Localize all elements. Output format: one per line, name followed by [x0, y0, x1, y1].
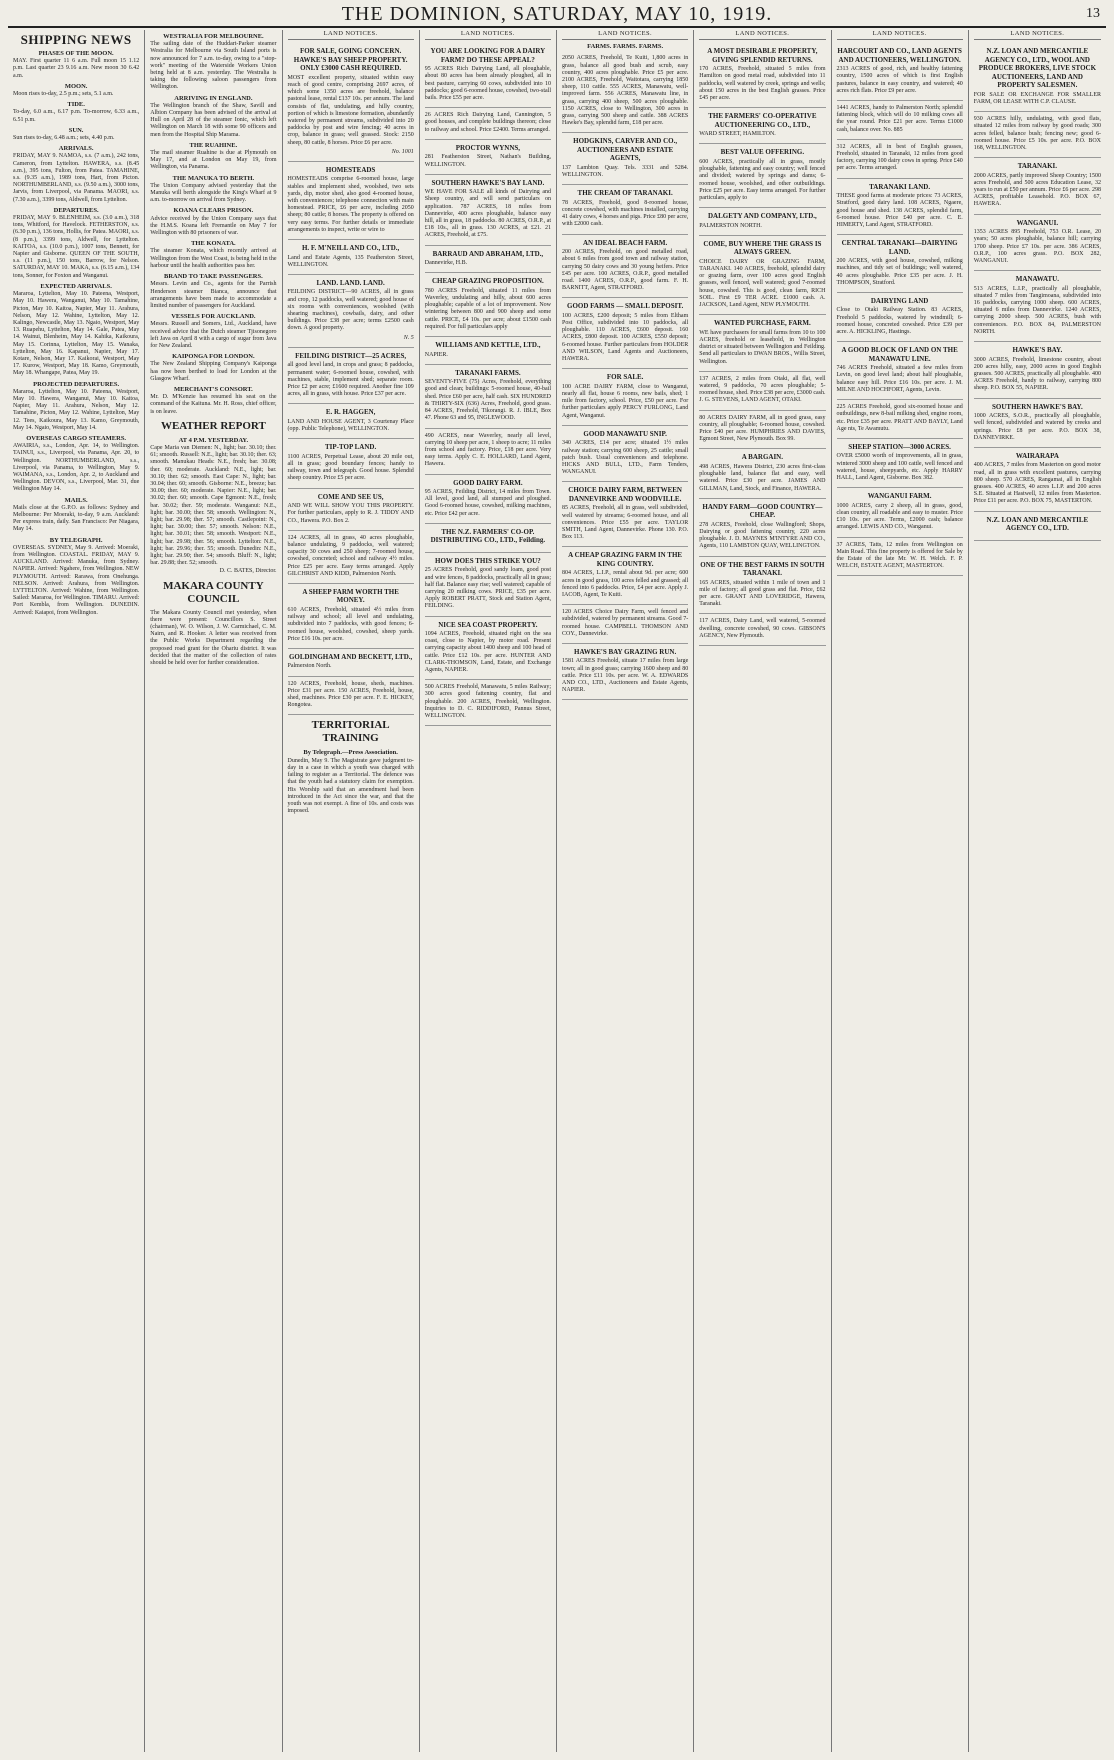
advertisement [837, 538, 963, 577]
advertisement [562, 426, 688, 483]
brand-text: Messrs. Levin and Co., agents for the Parrish Henderson steamer Bianca, announce that arrangements have been made to accommodate a limited number of passengers for Auckland. [150, 281, 277, 309]
advertisement [288, 439, 414, 488]
advertisement-body: 137 ACRES, 2 miles from Otaki, all flat, well watered, 9 paddocks, 70 acres ploughable; 5-roomed house, shed. Price £38 per acre, £3000 cash. J. G. STEVENS, LAND AGENT, OTAKI. [699, 375, 826, 404]
advertisement-body: THESE good farms at moderate prices: 73 ACRES, Stratford, good dairy land. 108 ACRES, Ngaere, good house and shed. 138 ACRES, splendid farm, 6-roomed house. Price £40 per acre. C. E. HIMERTY, Land Agent, STRATFORD. [836, 193, 963, 228]
ads-list [425, 43, 551, 726]
advertisement-body: 2050 ACRES, Freehold, Te Kuiti, 1,800 acres in grass, balance all good bush and scrub, easy country, 400 acres ploughable. Price £5 per acre. 2100 ACRES, Freehold, Waitotara, carrying 1850 sheep, 110 cattle. 555 ACRES, Manawatu, well-improved farm. 556 ACRES, Manawatu line, in grass, carrying 400 sheep, 500 acres ploughable. 1150 ACRES, close to Wellington, 300 acres in grass, carrying 500 sheep and cattle. 388 ACRES Hawke's Bay, splendid farm, £18 per acre. [562, 55, 689, 127]
manuka-text: The Union Company advised yesterday that the Manuka will berth alongside the King's Wharf at 9 a.m. to-morrow on arrival from Sydney. [150, 182, 277, 204]
advertisement-heading: CHEAP GRAZING PROPOSITION. [431, 277, 544, 286]
advertisement [288, 348, 414, 405]
advertisement-heading: YOU ARE LOOKING FOR A DAIRY FARM? DO THESE APPEAL? [430, 47, 546, 64]
expected-heading: EXPECTED ARRIVALS. [40, 282, 112, 290]
advertisement-heading: WANGANUI FARM. [867, 492, 932, 501]
advertisement [699, 315, 825, 372]
advertisement-body: 120 ACRES, Freehold, house, sheds, machines. Price £31 per acre. 150 ACRES, Freehold, house, shed, machines. Price £30 per acre. F. E. HICKEY, Rongotea. [287, 680, 414, 709]
advertisement-body: WE HAVE FOR SALE all kinds of Dairying and Sheep country, and will send particulars on application. 787 ACRES, 18 miles from Dannevirke, 400 acres ploughable, balance easy hill, all in grass, 18 paddocks. 80 ACRES, O.R.P., at £18 10s., all in grass. 130 ACRES, at £21. 21 ACRES, Freehold, at £75. [424, 189, 551, 239]
advertisement [288, 584, 414, 649]
advertisement-body: 1581 ACRES Freehold, situate 17 miles from large town; all in good grass; carrying 1600 sheep and 80 cattle. Price £11 10s. per acre. W. A. EDWARDS AND CO., LTD., Auctioneers and Estate Agents, NAPIER. [562, 658, 689, 694]
advertisement-body: 1000 ACRES, S.O.R., practically all ploughable, well fenced, subdivided and watered by creeks and springs. Price £8 per acre. P.O. BOX 38, DANNEVIRKE. [973, 413, 1101, 441]
newspaper-columns [8, 30, 1106, 1752]
advertisement [562, 482, 688, 547]
advertisement [837, 235, 963, 293]
advertisement [288, 489, 414, 531]
advertisement-body: 3000 ACRES, Freehold, limestone country, about 200 acres hilly, easy, 2000 acres in good English grasses. 500 ACRES, practically all ploughable. 400 ACRES Freehold, handy to railway, carrying 800 sheep. P.O. BOX 55, NAPIER. [973, 356, 1101, 392]
expected-text: Mararoa, Lyttelton, May 10. Pateena, Westport, May 10. Hawera, Wanganui, May 10. Tamahine, Picton, May 10. Kaitoa, Napier, May 11. Arahura, Nelson, May 12. Wahine, Lyttelton, May 12. Kalingo, Newcastle, May 13. Ngaio, Westport, May 13. Ruapehu, Lyttelton, May 14. Gale, Patea, May 14. Wainui, Blenheim, May 14. Kahika, Kaikoura, May 15. Corinna, Lyttelton, May 15. Wanaka, Lyttelton, May 16. Kapanui, Napier, May 17. Kotare, Nelson, May 17. Kaikorai, Westport, May 17. Kurow, Westport, May 18. Kamo, Greymouth, May 18. Whangape, Patea, May 19. [13, 291, 140, 377]
advertisement-body: SEVENTY-FIVE (75) Acres, Freehold, everything good and clean; buildings: 5-roomed house, 40-bail shed. Price £60 per acre, half cash. SIX HUNDRED & THIRTY-SIX (636) Acres, Freehold, good grass. 84 ACRES, Freehold, Tikorangi. R. J. IBLE, Box 47. Phone 63 and 95, INGLEWOOD. [424, 379, 551, 422]
advertisement [974, 342, 1101, 399]
weather-text: Cape Maria van Diemen: N., light; bar. 30.10; ther. 61; smooth. Russell: N.E., light; bar. 30.10; ther. 63; smooth. Manukau Heads: N.E., fresh; bar. 30.08; ther. 60; moderate. Auckland: N.E., light; bar. 30.10; ther. 62; smooth. East Cape: N., light; bar. 30.04; ther. 60; smooth. Gisborne: N.E., breeze; bar. 30.00; ther. 60; moderate. Napier: N.E., light; bar. 30.02; ther. 60; smooth. Cape Egmont: N.E., fresh; bar. 30.02; ther. 59; moderate. Wanganui: N.E., light; bar. 30.00; ther. 58; smooth. Wellington: N., light; bar. 29.98; ther. 57; smooth. Castlepoint: N., light; bar. 30.00; ther. 57; smooth. Nelson: N.E., light; bar. 30.01; ther. 58; smooth. Westport: N.E., light; bar. 29.98; ther. 56; smooth. Lyttelton: N.E., light; bar. 29.96; ther. 55; smooth. Dunedin: N.E., light; bar. 29.90; ther. 54; smooth. Bluff: N., light; bar. 29.88; ther. 52; smooth. [150, 444, 277, 567]
advertisement [288, 162, 414, 240]
overseas-heading: OVERSEAS CARGO STEAMERS. [26, 434, 127, 442]
advertisement-heading: GOOD FARMS — SMALL DEPOSIT. [567, 302, 684, 311]
advertisement-heading: AN IDEAL BEACH FARM. [582, 238, 668, 247]
column-land-notices-5 [557, 30, 694, 1752]
column-land-notices-4 [420, 30, 557, 1752]
advertisement-heading: LAND. LAND. LAND. [316, 278, 385, 287]
column-header: LAND NOTICES. [837, 30, 963, 40]
advertisement-body: 165 ACRES, situated within 1 mile of town and 1 mile of factory; all good grass and flat. Price, £62 per acre. GRANT AND LOVERIDGE, Hawera, Taranaki. [699, 579, 826, 608]
advertisement-body: 340 ACRES, £14 per acre; situated 1½ miles railway station; carrying 600 sheep, 25 cattle; small patch bush. Usual conveniences and telephone. HICKS AND BULL, LTD., Farm Tenders, WANGANUI. [562, 440, 689, 476]
koana-text: Advice received by the Union Company says that the H.M.S. Koana left Fremantle on May 7 for Wellington with 80 prisoners of war. [150, 215, 277, 237]
weather-subheading: AT 4 P.M. YESTERDAY. [178, 436, 249, 444]
advertisement-body: Palmerston North. [287, 663, 332, 670]
ads-list [699, 43, 825, 646]
advertisement-heading: DALGETY AND COMPANY, LTD., [707, 212, 817, 221]
advertisement-body: AND WE WILL SHOW YOU THIS PROPERTY. For further particulars, apply to R. J. TIDDY AND CO., Hawera. P.O. Box 2. [287, 503, 414, 524]
advertisement-heading: A BARGAIN. [741, 453, 783, 462]
advertisement [425, 337, 551, 365]
advertisement-heading: GOOD DAIRY FARM. [453, 478, 523, 487]
makara-text: The Makara County Council met yesterday, when there were present: Councillors S. Street (chairman), W. O. Wilson, J. W. Carmichael, C. M. Nairn, and R. Hooker. A letter was received from the Public Works Department regarding the proposed road grant for the Ohariu district. It was decided that the matter of the collection of rates should be held over for further consideration. [150, 609, 277, 667]
advertisement-body: 610 ACRES, Freehold, situated 4½ miles from railway and school; all level and undulating, subdivided into 7 paddocks, with good fences; 6-roomed house, woolshed, cowshed, sheep yards. Price £16 10s. per acre. [287, 606, 414, 642]
advertisement-heading: FOR SALE. [606, 373, 644, 382]
advertisement [974, 158, 1101, 215]
tide-heading: TIDE. [67, 101, 85, 109]
advertisement [562, 235, 688, 299]
advertisement-body: 600 ACRES, practically all in grass, mostly ploughable, fattening and easy country; well fenced and divided; watered by springs and dams; 6-roomed house, woolshed, and other outbuildings. Price £25 per acre. Easy terms arranged. For further particulars, apply to [699, 158, 826, 201]
advertisement-body: PALMERSTON NORTH. [699, 222, 762, 229]
column-land-notices-6 [694, 30, 831, 1752]
advertisement-heading: H. F. M'NEILL AND CO., LTD., [301, 244, 400, 253]
column-shipping-items [145, 30, 282, 1752]
advertisement [425, 175, 551, 246]
consort-text: Mr. D. M'Kenzie has resumed his seat on the command of the Kaituna. Mr. H. Ross, chief officer, is on leave. [150, 394, 277, 415]
advertisement-body: 500 ACRES Freehold, Manawatu, 5 miles Railway; 300 acres good fattening country, flat and ploughable. 200 ACRES, Freehold, Wellington. Inquiries to D. C. RIDDIFORD, Pannus Street, WELLINGTON. [424, 684, 551, 720]
arriving-text: The Wellington branch of the Shaw, Savill and Albion Company has been advised of the arrival at Hull on April 28 of the steamer Ionic, which left Wellington on March 18 with some 90 officers and men from the Hospital Ship Marama. [150, 102, 277, 138]
advertisement-body: OVER £5000 worth of improvements, all in grass, wintered 3000 sheep and 100 cattle, well fenced and watered, house, sheepyards, etc. Apply HARRY HALL, Land Agent, Gisborne. Box 382. [836, 453, 963, 482]
advertisement-heading: THE FARMERS' CO-OPERATIVE AUCTIONEERING CO., LTD., [708, 112, 817, 129]
newspaper-title: THE DOMINION, SATURDAY, MAY 10, 1919. [341, 3, 773, 25]
consort-heading: MERCHANT'S CONSORT. [174, 385, 253, 393]
advertisement [288, 275, 414, 348]
advertisement [425, 365, 551, 429]
projected-text: Mararoa, Lyttelton, May 10. Pateena, Westport, May 10. Hawera, Wanganui, May 10. Kaitoa, Napier, May 11. Arahura, Nelson, May 12. Tamahine, Picton, May 12. Wahine, Lyttelton, May 12. Tees, Kaikoura, May 13. Kamo, Greymouth, May 14. Ngaio, Westport, May 14. [13, 388, 140, 431]
page-number: 13 [1086, 6, 1100, 21]
advertisement-body: LAND AND HOUSE AGENT, 3 Courtenay Place (opp. Public Telephone), WELLINGTON. [287, 418, 414, 433]
advertisement-heading: HANDY FARM—GOOD COUNTRY—CHEAP. [702, 502, 823, 520]
advertisement-body: MOST excellent property, situated within easy reach of good centre, comprising 2697 acres, of which some 1350 acres are freehold, balance pastoral lease, rental £137 10s. per annum. The land consists of flat, undulating, and hilly country, portion of which is limestone formation, abundantly watered by permanent streams, subdivided into 20 paddocks by post and wire fencing; 40 acres in crop, balance in grass; well grassed. Stock: 2150 sheep, 80 cattle, 8 horses. Price £6 per acre. [287, 74, 414, 146]
advertisement-heading: HAWKE'S BAY GRAZING RUN. [574, 647, 677, 656]
westralia-text: The sailing date of the Huddart-Parker steamer Westralia for Melbourne via South Island ports is now announced for 7 a.m. to-day, owing to a "stop-work" meeting of the Waterside Workers Union being held at 8 a.m. yesterday. The Westralia is taking the following saloon passengers from Wellington. [150, 41, 277, 91]
column-land-notices-8 [969, 30, 1106, 1752]
weather-signature: D. C. BATES, Director. [219, 568, 277, 575]
column-header: LAND NOTICES. [974, 30, 1101, 40]
advertisement-body: 100 ACRE DAIRY FARM, close to Wanganui, nearly all flat, house 6 rooms, new bails, shed; 1 mile from factory, school. Price, £50 per acre. For further particulars apply PERCY FURLONG, Land Agent, Wanganui. [562, 383, 689, 419]
advertisement [288, 649, 414, 677]
advertisement-heading: BARRAUD AND ABRAHAM, LTD., [432, 249, 544, 258]
telegraph-text: OVERSEAS. SYDNEY, May 9. Arrived: Moeraki, from Wellington. COASTAL. FRIDAY, MAY 9. AUCKLAND. Arrived: Manuka, from Sydney. NAPIER. Arrived: Ngahere, from Wellington. NEW PLYMOUTH. Arrived: Rarawa, from Onehunga. NELSON. Arrived: Arahura, from Wellington. LYTTELTON. Arrived: Wahine, from Wellington. Sailed: Mararoa, for Wellington. TIMARU. Arrived: Port Kembla, from Wellington. DUNEDIN. Arrived: Kaiapoi, from Wellington. [13, 544, 140, 616]
advertisement-body: 85 ACRES, Freehold, all in grass, well subdivided, well watered by streams; 6-roomed house, and all conveniences. Price £55 per acre. TAYLOR SMITH, Land Agent, Dannevirke. Phone 130. P.O. Box 113. [562, 505, 689, 541]
advertisement-heading: WILLIAMS AND KETTLE, LTD., [435, 341, 541, 350]
advertisement [699, 499, 825, 557]
advertisement-body: 95 ACRES, Feilding District, 14 miles from Town. All level, good land, all stumped and ploughed. Good 6-roomed house, cowshed, milking machines, etc. Price £42 per acre. [424, 489, 551, 517]
advertisement [562, 547, 688, 605]
advertisement-heading: WANGANUI. [1016, 218, 1059, 227]
advertisement-heading: HOW DOES THIS STRIKE YOU? [435, 556, 541, 565]
advertisement-heading: HARCOURT AND CO., LAND AGENTS AND AUCTIONEERS, WELLINGTON. [837, 47, 962, 64]
advertisement [699, 236, 825, 315]
advertisement [837, 179, 963, 236]
advertisement [288, 240, 414, 275]
masthead [8, 0, 1106, 28]
training-subheading: By Telegraph.—Press Association. [303, 749, 398, 757]
advertisement [699, 43, 825, 108]
advertisement [425, 273, 551, 337]
advertisement-heading: DAIRYING LAND [870, 296, 929, 305]
advertisement-body: CHOICE DAIRY OR GRAZING FARM, TARANAKI. 140 ACRES, freehold, splendid dairy or grazing farm, over 100 acres good English grasses, well fenced, well watered; good 7-roomed house, cowshed. This is good, clean farm, RICH SOIL. First £9 TER ACRE. £1000 cash. A. JACKSON, Land Agent, NEW PLYMOUTH. [699, 258, 826, 309]
advertisement-body: 498 ACRES, Hawera District, 230 acres first-class ploughable land, balance flat and easy, well watered. Price £30 per acre. JAMES AND GILLMAN, Land, Stock, and Finance, HAWERA. [699, 463, 826, 492]
advertisement [425, 246, 551, 274]
advertisement [562, 185, 688, 234]
advertisement-body: 804 ACRES, L.I.P., rental about 9d. per acre; 600 acres in good grass, 100 acres felled and grassed; all fenced into 6 paddocks. Price, £4 per acre. Apply J. IACOB, Agent, Te Kuiti. [562, 570, 689, 598]
advertisement-heading: WANTED PURCHASE, FARM. [714, 319, 811, 328]
advertisement-heading: SOUTHERN HAWKE'S BAY LAND. [431, 178, 545, 187]
advertisement-body: 312 ACRES, all in best of English grasses, Freehold, situated in Taranaki, 12 miles from good factory, carrying 100 dairy cows in spring. Price £40 per acre. Terms arranged. [836, 143, 963, 172]
advertisement-body: 100 ACRES, £200 deposit; 5 miles from Eltham Post Office, subdivided into 10 paddocks, all ploughable. 110 ACRES, £600 deposit. 160 ACRES, £800 deposit. 100 ACRES, £550 deposit; 6-roomed house. Further particulars from HOLDER AND WILSON, Land Agents and Auctioneers, HAWERA. [562, 312, 689, 363]
advertisement-heading: TARANAKI LAND. [869, 182, 931, 191]
advertisement [288, 677, 414, 716]
advertisement-body: 780 ACRES Freehold, situated 11 miles from Waverley, undulating and hilly, about 600 acres ploughable; capable of a lot of improvement. Now wintering between 800 and 900 sheep and some cattle. PRICE, £4 10s. per acre; about £1500 cash required. For full particulars apply [424, 287, 551, 330]
advertisement-body: 170 ACRES, Freehold, situated 5 miles from Hamilton on good metal road, subdivided into 11 paddocks, well watered by creek, springs and wells; about 150 acres in the best English grasses. Price £45 per acre. [699, 66, 826, 102]
advertisement-body: 80 ACRES DAIRY FARM, all in good grass, easy country, all ploughable; 6-roomed house, cowshed. Price £40 per acre. HUMPHRIES AND DAVIES, Egmont Street, New Plymouth. Box 99. [699, 414, 826, 443]
advertisement-body: Close to Otaki Railway Station. 83 ACRES, Freehold 5 paddocks, watered by windmill; 6-roomed house, concreted cowshed. Price £39 per acre. A. HICKLING, Hastings. [836, 307, 963, 336]
advertisement-body: 1353 ACRES 895 Freehold, 753 O.R. Lease, 20 years; 50 acres ploughable, balance hill; carrying 1700 sheep. Price £7 10s. per acre. 386 ACRES, O.R.P., 100 acres grass. P.O. BOX 282, WANGANUI. [973, 229, 1101, 264]
advertisement-body: 1094 ACRES, Freehold, situated right on the sea coast, close to Napier, by motor road. Present carrying capacity about 1400 sheep and 100 head of cattle. Price £12 10s. per acre. HUNTER AND CLARK-THOMSON, Land, Estate, and Exchange Agents, NAPIER. [424, 631, 551, 674]
advertisement-heading: A SHEEP FARM WORTH THE MONEY. [302, 587, 399, 605]
advertisement [837, 293, 963, 342]
advertisement-body: 2313 ACRES of good, rich, and healthy fattening country, 1500 acres of which is first English pastures, balance in easy country, and watered; 40 acres rich flats. Price £9 per acre. [836, 66, 963, 94]
advertisement-body: FOR SALE OR EXCHANGE FOR SMALLER FARM, OR LEASE WITH C.P. CLAUSE. [973, 91, 1101, 105]
advertisement [425, 43, 551, 108]
advertisement [699, 208, 825, 236]
makara-heading: MAKARA COUNTY COUNCIL [163, 579, 264, 605]
training-heading: TERRITORIAL TRAINING [311, 719, 390, 745]
advertisement [837, 43, 963, 101]
advertisement [562, 298, 688, 369]
ruahine-heading: THE RUAHINE. [189, 141, 238, 149]
vessels-text: Messrs. Russell and Somers, Ltd., Auckland, have received advice that the Dutch steamer Tjisonegoro left Java on April 8 with a cargo of sugar from Java for New Zealand. [150, 321, 277, 349]
advertisement [288, 404, 414, 439]
advertisement-body: 281 Featherston Street, Nathan's Building, WELLINGTON. [424, 154, 551, 168]
advertisement [425, 617, 551, 681]
column-header: LAND NOTICES. [425, 30, 551, 40]
sun-heading: SUN. [68, 126, 84, 134]
advertisement-body: 95 ACRES Rich Dairying Land, all ploughable, about 80 acres has been already ploughed, all in best pasture, carrying 60 cows, subdivided into 10 paddocks; good 6-roomed house, cowshed, two-stall bails. Price £55 per acre. [424, 66, 551, 102]
column-land-notices-7 [832, 30, 969, 1752]
advertisement-body: 26 ACRES Rich Dairying Land, Cannington, 5 good houses, and complete buildings thereon; close to railway and school. Price £2400. Terms arranged. [424, 112, 551, 133]
advertisement [699, 144, 825, 208]
vessels-heading: VESSELS FOR AUCKLAND. [171, 313, 256, 321]
advertisement [837, 439, 963, 488]
advertisement-body: 2000 ACRES, partly improved Sheep Country; 1500 acres Freehold, and 500 acres Education Lease, 32 years to run at £50 per annum. Price £6 per acre. 298 ACRES, profitable Leasehold. P.O. BOX 67, HAWERA. [973, 172, 1101, 208]
advertisement-body: 490 ACRES, near Waverley, nearly all level, carrying 10 sheep per acre, 1 sheep to acre; 11 miles from school and factory. Price, £18 per acre. Very easy terms. Apply C. E. HOLLARD, Land Agent, Hawera. [424, 432, 551, 468]
advertisement [425, 524, 551, 553]
advertisement-heading: MANAWATU. [1015, 275, 1059, 284]
advertisement [699, 614, 825, 646]
advertisement-heading: FEILDING DISTRICT—25 ACRES, [295, 351, 407, 360]
advertisement [699, 557, 825, 615]
advertisement-body: 1000 ACRES, carry 2 sheep, all in grass, good, clean country, all roadable and easy to muster. Price £10 10s. per acre. Terms, £2000 cash; balance arranged. LEWIS AND CO., Wanganui. [836, 502, 963, 531]
telegraph-heading: BY TELEGRAPH. [49, 536, 103, 544]
advertisement [562, 605, 688, 644]
advertisement [562, 51, 688, 133]
arriving-heading: ARRIVING IN ENGLAND. [174, 94, 253, 102]
advertisement-heading: PROCTOR WYNNS, [455, 143, 521, 152]
kaiponga-heading: KAIPONGA FOR LONDON. [172, 353, 255, 361]
advertisement [974, 112, 1101, 158]
advertisement [837, 140, 963, 179]
advertisement-heading: SHEEP STATION—3000 ACRES. [848, 442, 951, 451]
advertisement-heading: GOOD MANAWATU SNIP. [583, 429, 667, 438]
advertisement [425, 475, 551, 524]
advertisement [974, 512, 1101, 541]
konata-heading: THE KONATA. [191, 240, 236, 248]
advertisement-heading: COME, BUY WHERE THE GRASS IS ALWAYS GREEN. [703, 239, 822, 257]
departures-heading: DEPARTURES. [53, 206, 99, 214]
advertisement [837, 400, 963, 439]
advertisement-heading: TARANAKI FARMS. [455, 368, 521, 377]
ads-list [837, 43, 963, 576]
advertisement-heading: A MOST DESIRABLE PROPERTY, GIVING SPLENDID RETURNS. [707, 47, 818, 64]
advertisement-body: 400 ACRES, 7 miles from Masterton on good motor road, all in grass with excellent pastures, carrying 800 sheep. 570 ACRES, Rangamai, all in English grasses. 400 ACRES, 40 acres L.I.P. and 200 acres S.E. Situated at Hastwell, 12 miles from Masterton. Price £11 per acre. P.O. BOX 75, MASTERTON. [973, 462, 1101, 505]
column-land-notices-3 [283, 30, 420, 1752]
advertisement-body: all good level land, in crops and grass; 8 paddocks, permanent water; 6-roomed house, cowshed, with machines, stable, implement shed; separate room. Price £2 per acre; £1600 required. Another fine 109 acres, all in grass, with house. Price £37 per acre. [287, 362, 414, 398]
advertisement-heading: SOUTHERN HAWKE'S BAY. [992, 402, 1083, 411]
advertisement-reference: No. 1001 [391, 148, 414, 155]
advertisement-body: WARD STREET, HAMILTON. [699, 131, 776, 138]
moon2-text: Moon rises to-day, 2.5 p.m.; sets, 5.1 a.m. [13, 91, 114, 98]
advertisement-body: 1100 ACRES, Perpetual Lease, about 20 mile out, all in grass; good boundary fences; handy to railway, town and telegraph. Good house. Splendid sheep country. Price £5 per acre. [287, 453, 414, 482]
advertisement [562, 133, 688, 185]
advertisement-heading: CHOICE DAIRY FARM, BETWEEN DANNEVIRKE AND WOODVILLE. [568, 486, 682, 503]
advertisement-heading: ONE OF THE BEST FARMS IN SOUTH TARANAKI. [700, 560, 825, 578]
advertisement-heading: A CHEAP GRAZING FARM IN THE KING COUNTRY. [568, 551, 683, 568]
advertisement-heading: HOMESTEADS [325, 165, 376, 174]
moon2-heading: MOON. [64, 82, 88, 90]
advertisement-body: Dannevirke, H.B. [424, 260, 468, 267]
advertisement-body: 513 ACRES, L.I.P., practically all ploughable, situated 7 miles from Tangimoana, subdivided into 16 paddocks, carrying 1000 sheep. 600 ACRES, situated 6 miles from Dannevirke. 1240 ACRES, carrying 2000 sheep. 500 ACRES, bush with conveniences. P.O. BOX 84, PALMERSTON NORTH. [973, 285, 1101, 335]
advertisement-body: 124 ACRES, all in grass, 40 acres ploughable, balance undulating, 9 paddocks, well watered; capacity 30 cows and 250 sheep; 7-roomed house, cowshed, concreted; school and railway 4½ miles. Price £25 per acre. Easy terms arranged. Apply GILCHRIST AND KIDD, Palmerston North. [287, 534, 414, 577]
advertisement [974, 215, 1101, 272]
sun-text: Sun rises to-day, 6.48 a.m.; sets, 4.40 p.m. [13, 135, 115, 142]
advertisement-heading: BEST VALUE OFFERING. [720, 148, 805, 157]
ads-list [288, 43, 414, 715]
advertisement-heading: TARANAKI. [1017, 162, 1058, 171]
advertisement-heading: TIP-TOP LAND. [325, 443, 377, 452]
advertisement [699, 108, 825, 144]
advertisement [974, 43, 1101, 112]
advertisement-body: WE have purchasers for small farms from 10 to 100 ACRES, freehold or leasehold, in Wellington district or situated between Wellington and Feilding. Send all particulars to DWAN BROS., Willis Street, Wellington. [699, 329, 826, 365]
advertisement [974, 271, 1101, 342]
advertisement-body: FEILDING DISTRICT—90 ACRES, all in grass and crop, 12 paddocks, well watered; good house of six rooms with conveniences, woolshed (with shearing machines), cowbails, dairy, and other buildings. Price £38 per acre; terms £2500 cash down. A good property. [287, 289, 414, 332]
advertisement [562, 644, 688, 701]
moon-heading: PHASES OF THE MOON. [38, 50, 114, 57]
koana-heading: KOANA CLEARS PRISON. [173, 207, 254, 215]
moon-text: MAY. First quarter 11 6 a.m. Full moon 15 1.12 p.m. Last quarter 23 9.16 a.m. New moon 30 6.42 a.m. [13, 58, 140, 79]
tide-text: To-day, 6.0 a.m., 6.17 p.m. To-morrow, 6.33 a.m., 6.51 p.m. [13, 109, 140, 123]
advertisement [425, 140, 551, 175]
advertisement [699, 411, 825, 450]
projected-heading: PROJECTED DEPARTURES. [33, 380, 120, 388]
ads-list [562, 51, 688, 700]
advertisement [699, 372, 825, 411]
advertisement-heading: FOR SALE, GOING CONCERN. HAWKE'S BAY SHEEP PROPERTY. ONLY £3000 CASH REQUIRED. [293, 47, 408, 73]
advertisement-heading: THE N.Z. FARMERS' CO-OP. DISTRIBUTING CO., LTD., Feilding. [430, 527, 546, 545]
advertisement-body: HOMESTEADS comprise 6-roomed house, large stables and implement shed, woolshed, two sets yards, dip, motor shed, also good 4-roomed house, with conveniences; telephone connection with main homestead. PRICE, £6 per acre, including 2050 sheep; 80 cattle; 8 horses. The property is offered on very easy terms. For further details or immediate arrangements to inspect, write or wire to [287, 176, 414, 233]
advertisement-heading: N.Z. LOAN AND MERCANTILE AGENCY CO., LTD. [986, 515, 1089, 533]
advertisement [974, 448, 1101, 512]
farms-banner: FARMS. FARMS. FARMS. [587, 43, 664, 51]
advertisement-heading: N.Z. LOAN AND MERCANTILE AGENCY CO., LTD., WOOL AND PRODUCE BROKERS, LIVE STOCK AUCTIONEERS, LAND AND PROPERTY SALESMEN. [978, 47, 1097, 90]
advertisement [699, 449, 825, 498]
advertisement-reference: N. 5 [403, 334, 414, 341]
advertisement [425, 429, 551, 475]
advertisement [837, 101, 963, 140]
departures-text: FRIDAY, MAY 9. BLENHEIM, s.s. (3.0 a.m.), 318 tons, Whitford, for Havelock. FETHERSTON, s.s. (6.30 p.m.), 136 tons, Hollis, for Patea. MAORI, s.s. (8 p.m.), 3399 tons, Aldwell, for Lyttelton. KAITOA, s.s. (10.0 p.m.), 1007 tons, Bennett, for Napier and Gisborne. QUEEN OF THE SOUTH, s.s. (11 p.m.), 150 tons, Barrow, for Nelson. SATURDAY, MAY 10. MAKA, s.s. (6.15 a.m.), 134 tons, Sonner, for Foxton and Wanganui. [13, 215, 140, 279]
ruahine-text: The mail steamer Ruahine is due at Plymouth on May 17, and at London on May 19, from Wellington, via Panama. [150, 150, 277, 171]
advertisement-body: 37 ACRES, Tatts, 12 miles from Wellington on Main Road. This fine property is offered for Sale by the Estate of the late Mr. W. H. Welch. F. P. WELCH, ESTATE AGENT, MASTERTON. [836, 541, 963, 570]
mails-heading: MAILS. [64, 496, 88, 504]
advertisement [425, 680, 551, 726]
advertisement-heading: GOLDINGHAM AND BECKETT, LTD., [288, 652, 413, 661]
advertisement [837, 342, 963, 400]
advertisement [425, 553, 551, 617]
column-header: LAND NOTICES. [288, 30, 414, 40]
shipping-news-title: SHIPPING NEWS [20, 32, 132, 47]
advertisement [562, 369, 688, 426]
advertisement-heading: COME AND SEE US, [317, 492, 384, 501]
column-header: LAND NOTICES. [562, 30, 688, 40]
advertisement-heading: WAIRARAPA [1015, 451, 1059, 460]
arrivals-heading: ARRIVALS. [58, 145, 94, 153]
arrivals-text: FRIDAY, MAY 9. NAMOA, s.s. (7 a.m.), 242 tons, Cameron, from Lyttelton. HAWERA, s.s. (8.45 a.m.), 395 tons, Fulton, from Patea. TAMAHINE, s.s. (9.35 a.m.), 1989 tons, Hart, from Picton. NORTHUMBERLAND, s.s. (9.50 a.m.), 3000 tons, Jarvis, from Liverpool, via Panama. MAORI, s.s. (7.30 a.m.), 3399 tons, Aldwell, from Lyttelton. [13, 153, 140, 203]
advertisement-heading: HODGKINS, CARVER AND CO., AUCTIONEERS AND ESTATE AGENTS, [573, 137, 678, 163]
advertisement-heading: HAWKE'S BAY. [1012, 346, 1063, 355]
advertisement-body: 225 ACRES Freehold, good six-roomed house and outbuildings, new 8-bail milking shed, engine room, etc. Price £35 per acre. PRATT AND BAYLY, Land Age nts, Te Awamutu. [836, 404, 963, 432]
advertisement [837, 488, 963, 537]
advertisement-body: 746 ACRES Freehold, situated a few miles from Levin, on good level land; about half ploughable, balance easy hill. Price £16 10s. per acre. J. M. MILNE AND HOCHFORT, Agents, Levin. [836, 365, 963, 393]
westralia-heading: WESTRALIA FOR MELBOURNE. [163, 33, 264, 40]
advertisement-body: 930 ACRES hilly, undulating, with good flats, situated 12 miles from railway by good roads; 300 acres felled, balance bush; fencing new; good 6-roomed house. Price £5 10s. per acre. P.O. BOX 168, WELLINGTON. [973, 116, 1101, 151]
training-text: Dunedin, May 9. The Magistrate gave judgment to-day in a case in which a youth was charged with failing to register as a Territorial. The defence was that the youth had a statutory claim for exemption. His Worship said that an amendment had been introduced in the Act since the war, and that the youth was not exempt. A fine of 10s. and costs was imposed. [287, 757, 414, 815]
advertisement-heading: NICE SEA COAST PROPERTY. [438, 620, 538, 629]
advertisement-heading: E. R. HAGGEN, [325, 408, 376, 417]
advertisement-body: Land and Estate Agents, 135 Featherston Street, WELLINGTON. [287, 254, 414, 268]
column-header: LAND NOTICES. [699, 30, 825, 40]
ads-list [974, 43, 1101, 540]
advertisement-body: 25 ACRES Freehold, good sandy loam, good post and wire fences, 8 paddocks, practically all in grass; half flat. Balance easy rise; well watered; capable of carrying 20 milking cows. PRICE, £35 per acre. Apply ROBERT PRATT, Stock and Station Agent, FEILDING. [424, 567, 551, 610]
advertisement [288, 531, 414, 584]
konata-text: The steamer Konata, which recently arrived at Wellington from the West Coast, is being held in the harbour until the health authorities pass her. [150, 248, 277, 269]
advertisement-body: 137 Lambton Quay. Tels. 3331 and 5284. WELLINGTON. [562, 164, 689, 179]
advertisement-heading: A GOOD BLOCK OF LAND ON THE MANAWATU LINE. [841, 346, 958, 363]
advertisement [288, 43, 414, 162]
advertisement-body: 1441 ACRES, handy to Palmerston North; splendid fattening block, which will do 10 milking cows all the year round. Price £21 per acre. Terms £1000 cash, balance over. No. 885 [836, 105, 963, 133]
advertisement [974, 399, 1101, 448]
advertisement-body: 120 ACRES Choice Dairy Farm, well fenced and subdivided, watered by permanent streams. Good 7-roomed house. CAMPBELL THOMSON AND COY., Dannevirke. [562, 609, 689, 637]
weather-report-heading: WEATHER REPORT [160, 419, 266, 432]
advertisement [425, 108, 551, 140]
advertisement-heading: THE CREAM OF TARANAKI. [577, 189, 673, 198]
advertisement-heading: CENTRAL TARANAKI—DAIRYING LAND. [841, 239, 958, 256]
mails-text: Mails close at the G.P.O. as follows: Sydney and Melbourne: Per Moeraki, to-day, 9 a.m. Auckland: Per express train, daily. San Francisco: Per Niagara, May 14. [13, 504, 140, 533]
advertisement-body: 200 ACRES, Freehold, on good metalled road, about 6 miles from good town and railway station, carrying 50 dairy cows and 30 young heifers. Price £45 per acre. 100 ACRES, O.R.P., good metalled road. 1400 ACRES, O.R.P., good farm. F. H. BARNITT, Agent, STRATFORD. [562, 249, 689, 292]
advertisement-body: NAPIER. [424, 351, 448, 358]
manuka-heading: THE MANUKA TO BERTH. [172, 174, 255, 182]
column-shipping-news [8, 30, 145, 1752]
brand-heading: BRAND TO TAKE PASSENGERS. [164, 273, 263, 281]
advertisement-body: 200 ACRES, with good house, cowshed, milking machines, and tidy set of buildings; well watered, 40 acres ploughable. Price £35 per acre. J. H. THOMPSON, Stratford. [836, 258, 963, 286]
advertisement-body: 117 ACRES, Dairy Land, well watered, 5-roomed dwelling, concrete cowshed, 90 cows. GIBSON'S AGENCY, New Plymouth. [699, 618, 826, 639]
advertisement-body: 278 ACRES, Freehold, close Wallingford; Shops, Dairying or good fattening country, 220 acres ploughable. J. D. MAYNES M'INTYRE AND CO., Agents, 110 LAMBTON QUAY, WELLINGTON. [699, 521, 826, 550]
kaiponga-text: The New Zealand Shipping Company's Kaiponga has now been berthed to load for London at the Glasgow Wharf. [150, 361, 277, 382]
advertisement-body: 78 ACRES, Freehold, good 8-roomed house, concrete cowshed, with machines installed, carrying 41 dairy cows, 4 horses and pigs. Price £80 per acre, with £2000 cash. [562, 199, 689, 228]
overseas-text: AWAIRIA, s.s., London, Apr. 14, to Wellington. TAINUI, s.s., Liverpool, via Panama, Apr. 20, to Wellington. NORTHUMBERLAND, s.s., Liverpool, via Panama, to Wellington, May 9. WAIMANA, s.s., London, Apr. 2, to Auckland and Wellington. DEVON, s.s., Liverpool, Mar. 31, due Wellington May 14. [13, 443, 140, 493]
